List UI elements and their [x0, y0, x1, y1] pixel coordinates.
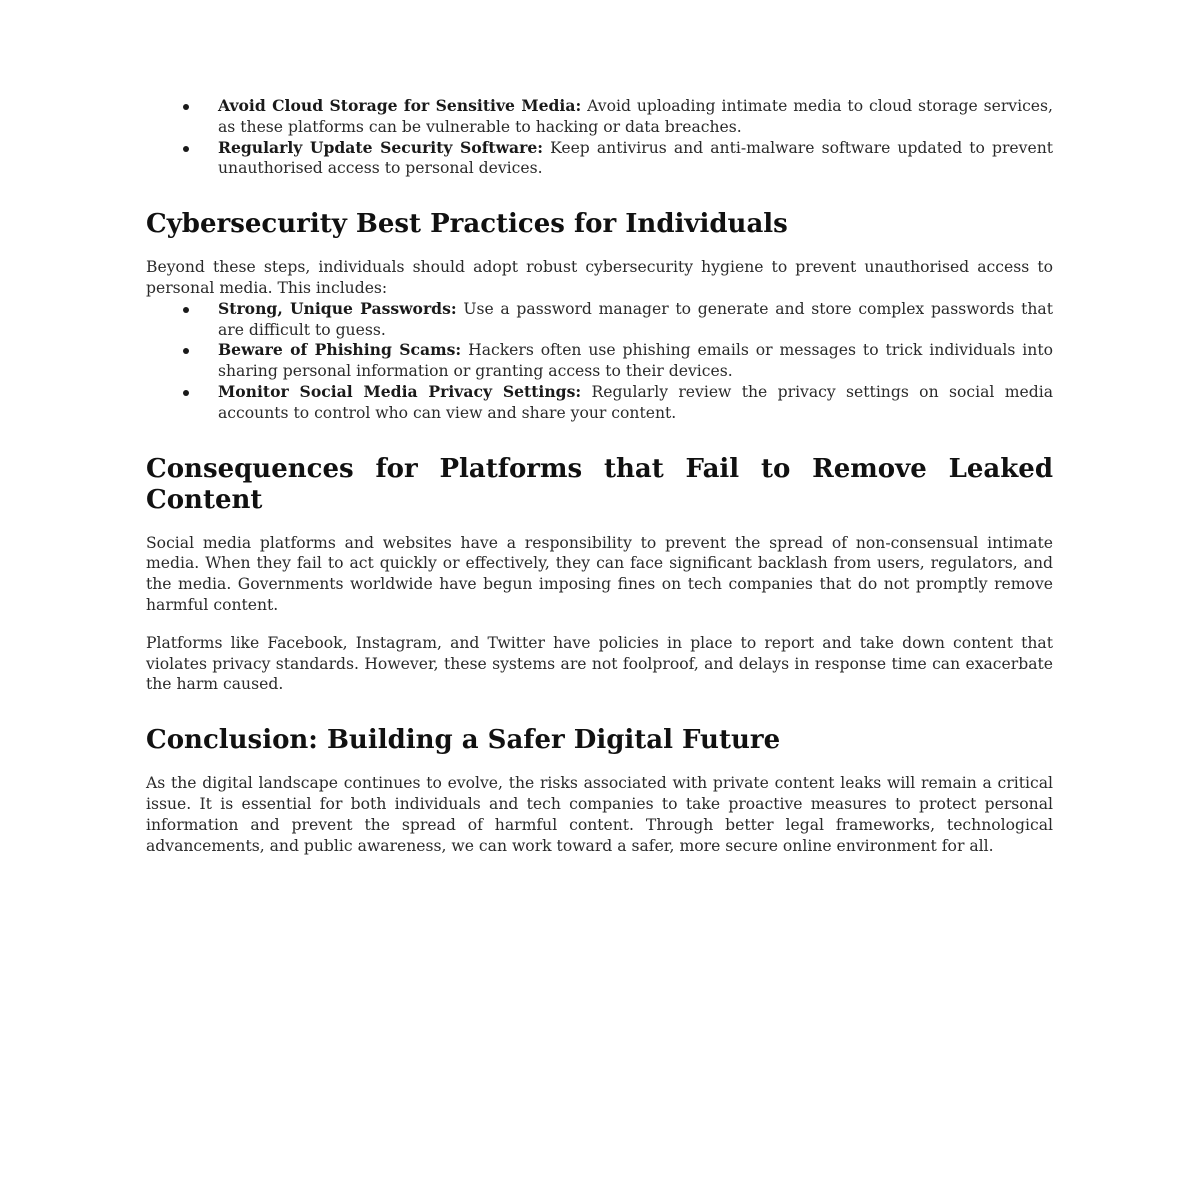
- bullet-icon: [183, 348, 189, 354]
- list-item-term: Avoid Cloud Storage for Sensitive Media:: [218, 96, 582, 115]
- list-item-text: Regularly review the privacy settings on social media accounts to control who can view and share your content.: [218, 382, 1053, 422]
- bullet-icon: [183, 307, 189, 313]
- bullet-list-top: [146, 96, 1053, 179]
- section-intro-paragraph: Beyond these steps, individuals should adopt robust cybersecurity hygiene to prevent unauthorised access to personal media. This includes:: [146, 258, 1053, 297]
- bullet-icon: [183, 146, 189, 152]
- list-item-text: Keep antivirus and anti-malware software updated to prevent unauthorised access to personal devices.: [218, 138, 1054, 178]
- body-paragraph: Platforms like Facebook, Instagram, and Twitter have policies in place to report and take down content that violates privacy standards. However, these systems are not foolproof, and delays in response time can exacerbate the harm caused.: [146, 633, 1053, 694]
- list-item: [146, 96, 1053, 138]
- body-paragraph: As the digital landscape continues to evolve, the risks associated with private content leaks will remain a critical issue. It is essential for both individuals and tech companies to take proactive measures to protect personal information and prevent the spread of harmful content. Through better legal frameworks, technological advancements, and public awareness, we can work toward a safer, more secure online environment for all.: [146, 774, 1053, 855]
- section-heading-conclusion: Conclusion: Building a Safer Digital Future: [146, 725, 781, 756]
- list-item: [146, 299, 1053, 341]
- bullet-icon: [183, 390, 189, 396]
- list-item-term: Regularly Update Security Software:: [218, 137, 544, 157]
- list-item: [146, 138, 1053, 180]
- section-heading-consequences: Consequences for Platforms that Fail to Remove Leaked Content: [146, 453, 1053, 515]
- list-item-text: Use a password manager to generate and store complex passwords that are difficult to guess.: [218, 299, 1053, 339]
- list-item-term: Monitor Social Media Privacy Settings:: [218, 381, 582, 401]
- bullet-icon: [183, 104, 189, 110]
- list-item-term: Strong, Unique Passwords:: [218, 298, 457, 318]
- list-item-text: Avoid uploading intimate media to cloud storage services, as these platforms can be vulnerable to hacking or data breaches.: [218, 97, 1053, 136]
- bullet-list-practices: [146, 299, 1053, 424]
- list-item: [146, 340, 1053, 382]
- list-item: [146, 382, 1053, 424]
- document-page: [146, 96, 1053, 856]
- list-item-text: Hackers often use phishing emails or messages to trick individuals into sharing personal information or granting access to their devices.: [218, 341, 1053, 381]
- body-paragraph: Social media platforms and websites have a responsibility to prevent the spread of non-consensual intimate media. When they fail to act quickly or effectively, they can face significant backlash from users, regulators, and the media. Governments worldwide have begun imposing fines on tech companies that do not promptly remove harmful content.: [146, 533, 1053, 614]
- list-item-term: Beware of Phishing Scams:: [218, 340, 462, 360]
- section-heading-cybersecurity: Cybersecurity Best Practices for Individuals: [146, 209, 788, 240]
